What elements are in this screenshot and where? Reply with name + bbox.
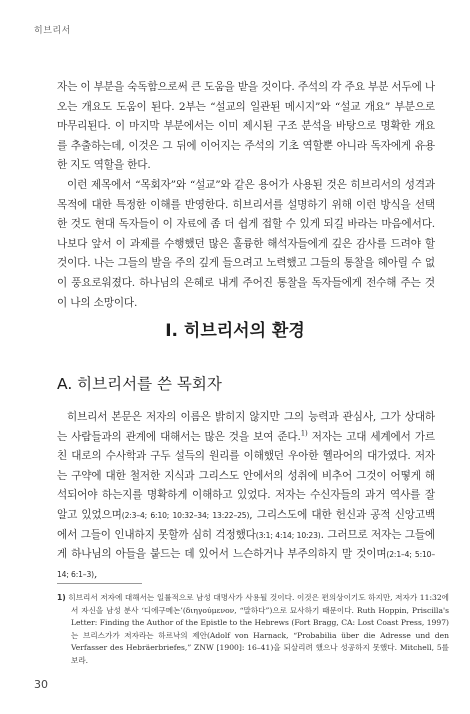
- paragraph-text: 히브리서 본문은 저자의 이름은 밝히지 않지만 그의 능력과 관심사, 그가 상대하는 사람들과의 관계에 대해서는 많은 것을 보여 준다.: [57, 411, 435, 443]
- footnote-text: 히브리서 저자에 대해서는 일률적으로 남성 대명사가 사용될 것이다. 이것은 편의상이기도 하지만, 저자가 11:32에서 자신을 남성 분사 ‘디에구메논’(διηγούμενον, “말하다”)으로 묘사하기 때문이다. Ruth Hoppin, Priscilla's Letter: Finding the Author of the Epistle to the Hebrews (Fort Bragg, CA: Lost Coast Press, 1997)는 브리스가가 저자라는 하르낙의 제안(Adolf von Harnack, “Probabilia über die Adresse und den Verfasser des Hebräerbriefes,” ZNW [1900]: 16–41)을 되살리려 했으나 성공하지 못했다. Mitchell, 5를 보라.: [68, 593, 450, 665]
- paragraph: 자는 이 부분을 숙독함으로써 큰 도움을 받을 것이다. 주석의 각 주요 부분 서두에 나오는 개요도 도움이 된다. 2부는 “설교의 일관된 메시지”와 “설교 개요” 부분으로 마무리된다. 이 마지막 부분에서는 이미 제시된 구조 분석을 바탕으로 명확한 개요를 추출하는데, 이것은 그 뒤에 이어지는 주석의 기초 역할뿐 아니라 독자에게 유용한 지도 역할을 한다.: [57, 81, 435, 172]
- paragraph-text: ,: [93, 567, 98, 580]
- scripture-reference: (3:1; 4:14; 10:23): [255, 530, 321, 540]
- section-heading: A. 히브리서를 쓴 목회자: [57, 375, 222, 393]
- paragraph-text: , 그리스도에 대한 헌신과 공적 신앙고백에서 그들이 인내하지 못할까 심히 걱정했다: [57, 508, 436, 541]
- footnote-reference[interactable]: 1): [300, 429, 308, 438]
- paragraph-text: . 그러므로 저자는 그들에게 하나님의 아들을 붙드는 데 있어서 느슨하거나 부주의하지 말 것이며: [57, 528, 436, 561]
- section-text: [57, 408, 435, 584]
- paragraph: [57, 408, 435, 584]
- paragraph-text: 저자는 고대 세계에서 가르친 대로의 수사학과 구두 설득의 원리를 이해했던 우아한 헬라어의 대가였다. 저자는 구약에 대한 철저한 지식과 그리스도 안에서의 성취에 비추어 그것이 어떻게 해석되어야 하는지를 명확하게 이해하고 있었다. 저자는 수신자들의 과거 역사를 잘 알고 있었으며: [57, 430, 435, 521]
- footnote-mark: 1): [57, 593, 66, 602]
- footnote: [57, 592, 449, 667]
- scripture-reference: (2:1–4; 5:10–14; 6:1–3): [57, 550, 435, 579]
- page-number: 30: [34, 678, 48, 691]
- scripture-reference: (2:3–4; 6:10; 10:32–34; 13:22–25): [121, 510, 250, 520]
- chapter-heading: I. 히브리서의 환경: [165, 321, 305, 341]
- footnote-divider: [57, 583, 142, 584]
- running-head: 히브리서: [34, 26, 71, 36]
- intro-text: [57, 78, 435, 313]
- paragraph: 이런 제목에서 “목회자”와 “설교”와 같은 용어가 사용된 것은 히브리서의 성격과 목적에 대한 특정한 이해를 반영한다. 히브리서를 설명하기 위해 이런 방식을 선택한 것도 현대 독자들이 이 자료에 좀 더 쉽게 접할 수 있게 되길 바라는 마음에서다. 나보다 앞서 이 과제를 수행했던 많은 훌륭한 해석자들에게 깊은 감사를 드려야 할 것이다. 나는 그들의 발을 주의 깊게 들으려고 노력했고 그들의 통찰을 헤아릴 수 없이 풍요로워졌다. 하나님의 은혜로 내게 주어진 통찰을 독자들에게 전수해 주는 것이 나의 소망이다.: [57, 178, 435, 309]
